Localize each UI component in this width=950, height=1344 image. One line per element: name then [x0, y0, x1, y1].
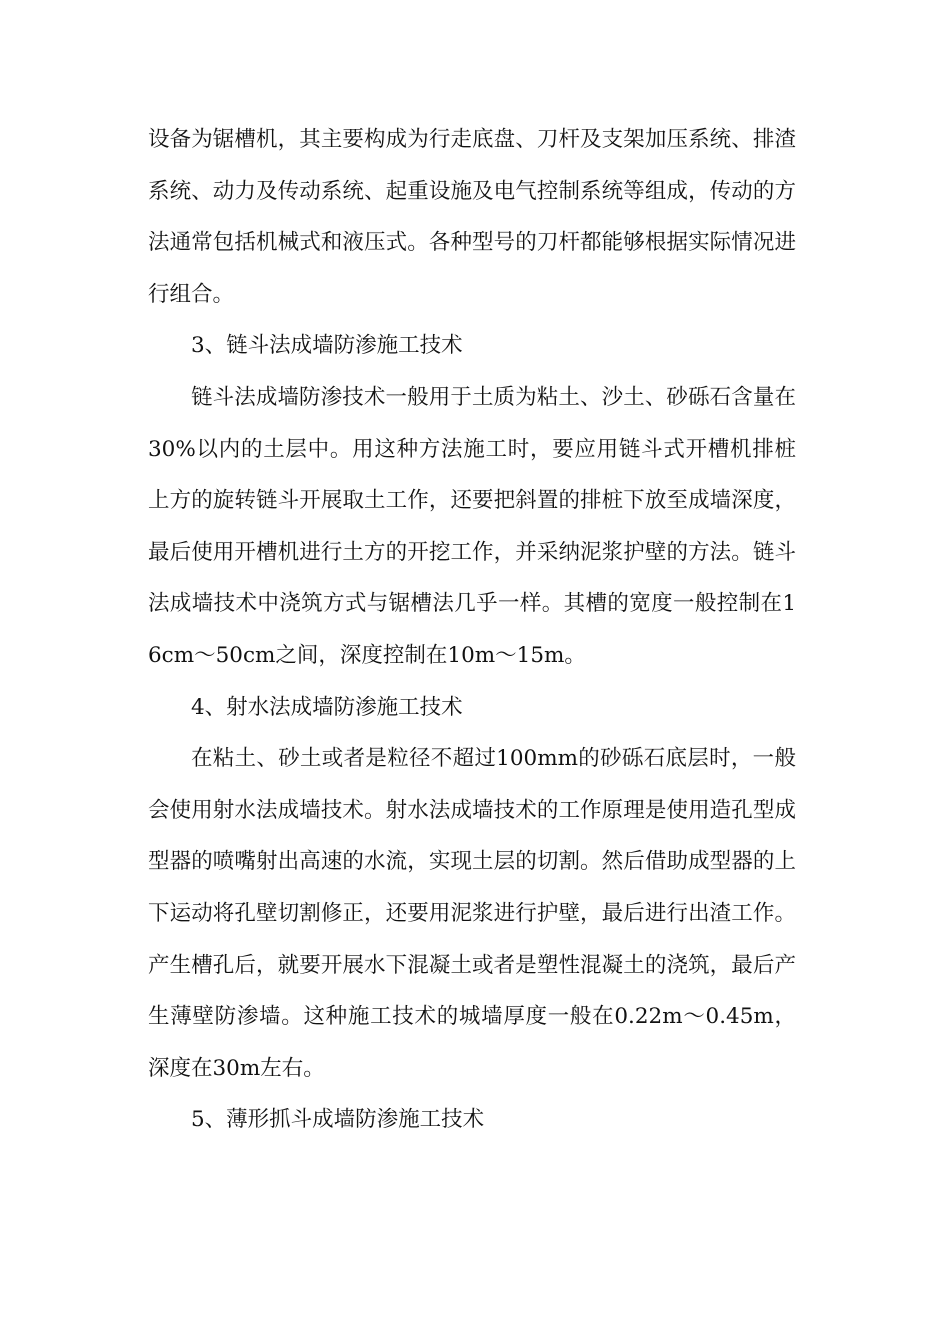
- paragraph-saw-groove-equipment: 设备为锯槽机，其主要构成为行走底盘、刀杆及支架加压系统、排渣系统、动力及传动系统、起重设施及电气控制系统等组成，传动的方法通常包括机械式和液压式。各种型号的刀杆都能够根据实际情况进行组合。: [148, 127, 796, 307]
- paragraph-chain-bucket-method: 链斗法成墙防渗技术一般用于土质为粘土、沙土、砂砾石含量在30%以内的土层中。用这种方法施工时，要应用链斗式开槽机排桩上方的旋转链斗开展取土工作，还要把斜置的排桩下放至成墙深度，最后使用开槽机进行土方的开挖工作，并采纳泥浆护壁的方法。链斗法成墙技术中浇筑方式与锯槽法几乎一样。其槽的宽度一般控制在16cm～50cm之间，深度控制在10m～15m。: [148, 384, 796, 668]
- heading-chain-bucket-method: 3、链斗法成墙防渗施工技术: [191, 333, 463, 359]
- heading-thin-grab-method: 5、薄形抓斗成墙防渗施工技术: [191, 1107, 485, 1133]
- paragraph-water-jet-method: 在粘土、砂土或者是粒径不超过100mm的砂砾石底层时，一般会使用射水法成墙技术。射水法成墙技术的工作原理是使用造孔型成型器的喷嘴射出高速的水流，实现土层的切割。然后借助成型器的上下运动将孔壁切割修正，还要用泥浆进行护壁，最后进行出渣工作。产生槽孔后，就要开展水下混凝土或者是塑性混凝土的浇筑，最后产生薄壁防渗墙。这种施工技术的城墙厚度一般在0.22m～0.45m，深度在30m左右。: [148, 746, 796, 1081]
- document-body: [148, 114, 796, 1146]
- heading-water-jet-method: 4、射水法成墙防渗施工技术: [191, 694, 463, 720]
